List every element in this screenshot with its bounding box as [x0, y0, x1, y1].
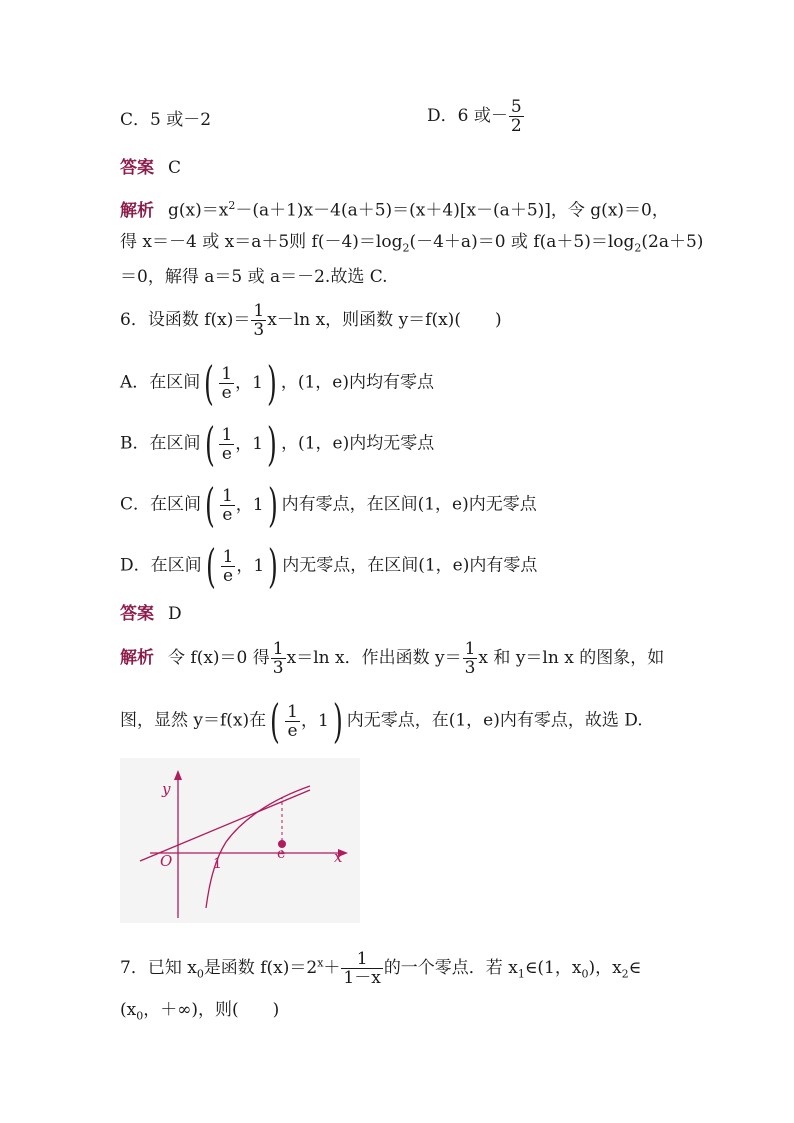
analysis-fraction — [463, 640, 478, 677]
fraction-denominator: 3 — [253, 320, 265, 340]
y-axis-label: y — [162, 780, 171, 798]
q7-text: ，＋∞)，则( ) — [143, 1000, 280, 1020]
option-suffix: ，(1，e)内均无零点 — [281, 433, 435, 454]
q5-analysis-line-1 — [120, 196, 669, 221]
origin-label: O — [160, 852, 173, 870]
q5-answer-value: C — [168, 158, 182, 178]
interval-fraction — [219, 426, 234, 463]
q6-stem-fraction — [251, 302, 266, 339]
fraction-denominator: e — [222, 565, 234, 586]
q7-text: 7．已知 x — [120, 958, 197, 978]
interval-1-over-e-to-1 — [201, 478, 282, 532]
q7-text: )，x — [588, 958, 622, 978]
q7-text: ∈ — [628, 958, 642, 978]
q6-answer — [120, 604, 182, 624]
subscript: 2 — [634, 241, 642, 255]
interval-1-over-e-to-1 — [201, 417, 282, 471]
fraction-denominator: 3 — [464, 658, 476, 678]
analysis-tag: 解析 — [120, 200, 154, 221]
interval-right-value: 1 — [252, 434, 264, 454]
analysis-tag: 解析 — [120, 648, 154, 668]
fraction-numerator: 1 — [287, 701, 298, 722]
left-paren: ( — [204, 356, 215, 410]
q6-option-d — [120, 539, 538, 593]
q5-analysis-line-3 — [120, 267, 388, 287]
fraction-denominator: e — [221, 443, 232, 464]
superscript: 2 — [228, 199, 236, 212]
tick-label-1: 1 — [213, 856, 222, 872]
q5-option-d — [427, 98, 525, 135]
fraction-denominator: 1－x — [343, 968, 381, 988]
q7-line-1 — [120, 950, 641, 987]
q6-answer-value: D — [168, 604, 182, 624]
interval-fraction — [221, 548, 236, 585]
interval-separator: ， — [236, 556, 254, 576]
q6-analysis-text: x 和 y＝ln x 的图象，如 — [478, 648, 665, 668]
subscript: 0 — [581, 967, 589, 981]
q6-analysis-text: 内无零点，在(1，e)内有零点，故选 D. — [346, 710, 643, 731]
interval-separator: ， — [235, 434, 253, 454]
option-suffix: 内无零点，在区间(1，e)内有零点 — [282, 555, 538, 576]
subscript: 0 — [196, 967, 204, 981]
left-paren: ( — [270, 694, 281, 748]
q5-option-d-text: D．6 或－ — [427, 106, 508, 126]
q7-line-2 — [120, 1000, 279, 1026]
q6-analysis-text: x＝ln x．作出函数 y＝ — [286, 648, 462, 668]
q5-option-c — [120, 110, 211, 130]
q6-option-a — [120, 356, 434, 410]
q7-text: ∈(1，x — [524, 958, 582, 978]
right-paren: ) — [332, 694, 343, 748]
interval-separator: ， — [300, 711, 318, 731]
q7-fraction — [341, 950, 382, 987]
q6-stem-text: 6．设函数 f(x)＝ — [120, 310, 251, 330]
fraction-denominator: e — [287, 720, 298, 741]
fraction-numerator: 1 — [222, 546, 234, 567]
interval-right-value: 1 — [253, 556, 265, 576]
left-paren: ( — [205, 478, 215, 532]
interval-1-over-e-to-1 — [202, 539, 283, 593]
fraction-denominator: e — [221, 382, 232, 403]
fraction-numerator: 1 — [221, 424, 233, 445]
x-axis-label: x — [334, 848, 343, 866]
subscript: 2 — [621, 967, 629, 981]
figure-background — [120, 758, 360, 923]
fraction-numerator: 1 — [221, 363, 233, 384]
q6-stem — [120, 302, 502, 339]
right-paren: ) — [267, 478, 278, 532]
fraction-numerator: 1 — [221, 485, 233, 506]
right-paren: ) — [268, 539, 279, 593]
q5-analysis-text: 得 x＝－4 或 x＝a＋5则 f(－4)＝log — [120, 232, 403, 252]
q6-option-c — [120, 478, 537, 532]
q6-analysis-text: 图，显然 y＝f(x)在 — [120, 710, 267, 731]
fraction-numerator: 1 — [272, 639, 284, 659]
option-suffix: 内有零点，在区间(1，e)内无零点 — [281, 494, 537, 515]
fraction-denominator: 3 — [272, 658, 284, 678]
option-prefix: A．在区间 — [120, 372, 201, 393]
fraction-denominator: 2 — [510, 116, 522, 136]
q6-stem-text: x－ln x，则函数 y＝f(x)( ) — [267, 310, 502, 330]
q5-analysis-text: (－4＋a)＝0 或 f(a＋5)＝log — [409, 232, 635, 252]
interval-separator: ， — [235, 373, 253, 393]
q5-option-c-text: C．5 或－2 — [120, 110, 212, 130]
interval-fraction — [220, 487, 235, 524]
q6-analysis-line-1 — [120, 640, 664, 677]
q6-analysis-text: 令 f(x)＝0 得 — [168, 648, 270, 668]
subscript: 1 — [517, 967, 525, 981]
q7-text: (x — [120, 1000, 137, 1020]
left-paren: ( — [204, 417, 215, 471]
fraction-numerator: 5 — [510, 97, 522, 117]
interval-fraction — [285, 703, 300, 740]
q7-text: ＋ — [323, 958, 341, 978]
superscript: x — [317, 956, 324, 970]
answer-tag: 答案 — [120, 158, 154, 178]
fraction-denominator: e — [222, 504, 233, 525]
tick-label-e: e — [277, 846, 286, 862]
option-prefix: B．在区间 — [120, 433, 201, 454]
interval-1-over-e-to-1 — [200, 356, 281, 410]
fraction-numerator: 1 — [341, 950, 382, 969]
q5-analysis-text: －(a＋1)x－4(a＋5)＝(x＋4)[x－(a＋5)]，令 g(x)＝0， — [235, 200, 669, 221]
right-paren: ) — [267, 417, 278, 471]
q7-text: 是函数 f(x)＝2 — [203, 958, 318, 978]
q5-analysis-line-2 — [120, 232, 703, 258]
interval-right-value: 1 — [252, 373, 263, 393]
interval-right-value: 1 — [252, 495, 264, 515]
option-prefix: C．在区间 — [120, 494, 202, 515]
q5-option-d-fraction — [509, 98, 524, 135]
option-suffix: ，(1，e)内均有零点 — [280, 372, 434, 393]
q5-analysis-text: (2a＋5) — [641, 232, 704, 252]
analysis-fraction — [271, 640, 286, 677]
right-paren: ) — [266, 356, 277, 410]
interval-1-over-e-to-1 — [266, 694, 347, 748]
q6-analysis-line-2 — [120, 694, 643, 748]
q6-option-b — [120, 417, 435, 471]
q7-text: 的一个零点．若 x — [383, 958, 518, 978]
q5-analysis-text: g(x)＝x — [168, 200, 229, 221]
interval-separator: ， — [235, 495, 253, 515]
interval-fraction — [219, 365, 234, 402]
q5-analysis-text: ＝0，解得 a＝5 或 a＝－2.故选 C. — [120, 267, 388, 287]
option-prefix: D．在区间 — [120, 555, 202, 576]
answer-tag: 答案 — [120, 604, 154, 624]
subscript: 0 — [136, 1009, 144, 1023]
function-graph-figure — [120, 758, 360, 923]
q5-answer — [120, 158, 181, 178]
left-paren: ( — [205, 539, 216, 593]
subscript: 2 — [402, 241, 410, 255]
fraction-numerator: 1 — [464, 639, 476, 659]
interval-right-value: 1 — [317, 711, 329, 731]
fraction-numerator: 1 — [253, 301, 265, 321]
